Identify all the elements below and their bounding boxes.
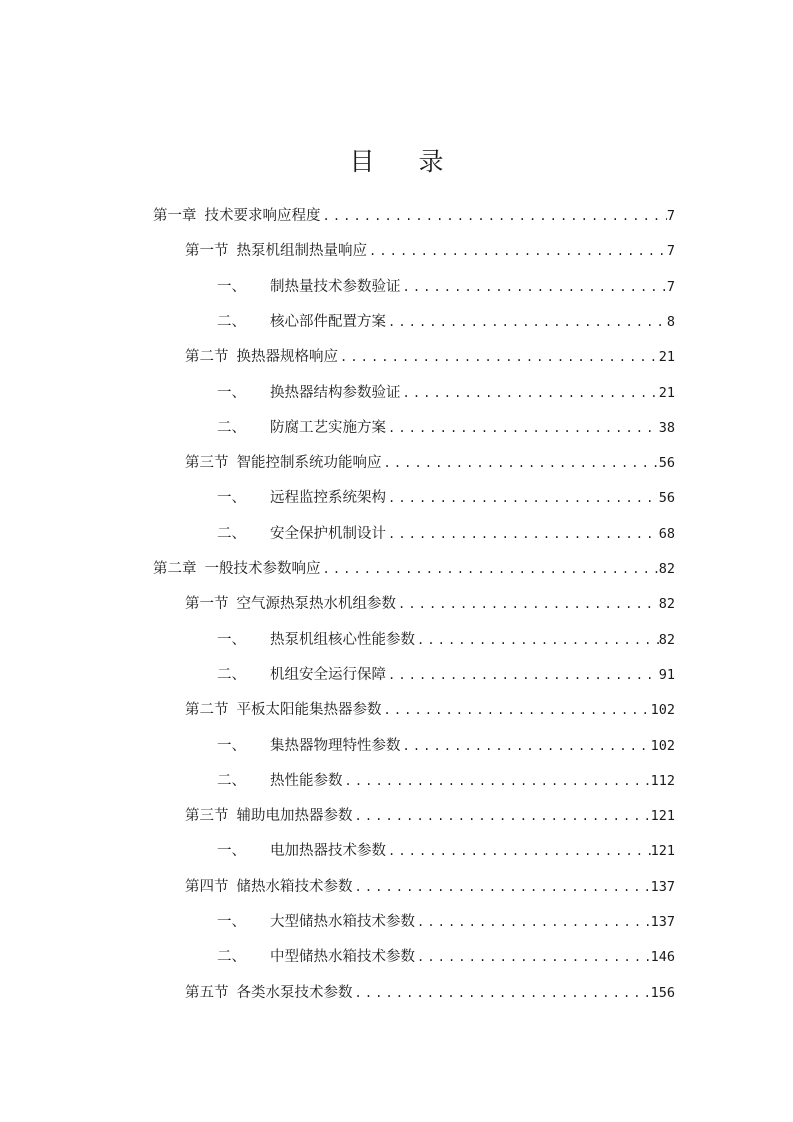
toc-entry-prefix: 第二节 (185, 702, 229, 719)
toc-entry-prefix: 二、 (217, 949, 246, 966)
toc-entry[interactable] (217, 663, 675, 687)
toc-entry-label: 安全保护机制设计 (270, 525, 386, 542)
toc-entry-label: 换热器结构参数验证 (270, 384, 401, 401)
toc-entry-page-number: 56 (658, 455, 675, 472)
toc-entry-leader (396, 592, 659, 616)
toc-entry-label: 热泵机组核心性能参数 (270, 631, 415, 648)
toc-entry-leader (386, 310, 667, 334)
toc-entry-prefix: 一、 (217, 843, 246, 860)
toc-entry-leader (401, 381, 659, 405)
toc-entry-leader (343, 769, 651, 793)
toc-entry-page-number: 21 (658, 384, 675, 401)
page-title: 目 录 (349, 147, 462, 176)
toc-entry-label: 热性能参数 (270, 772, 343, 789)
toc-entry[interactable] (217, 416, 675, 440)
toc-entry[interactable] (185, 345, 675, 369)
toc-entry-leader (401, 275, 667, 299)
toc-entry-prefix: 第一章 (153, 208, 197, 224)
toc-entry-page-number: 112 (650, 772, 675, 789)
toc-entry-page-number: 91 (658, 666, 675, 683)
toc-entry-prefix: 第五节 (185, 984, 229, 1001)
toc-entry-prefix: 第二章 (153, 561, 197, 577)
toc-entry-page-number: 156 (650, 984, 675, 1001)
toc-entry-prefix: 一、 (217, 631, 246, 648)
toc-entry-prefix: 第一节 (185, 243, 229, 260)
toc-entry[interactable] (153, 204, 675, 228)
toc-entry-leader (321, 557, 659, 581)
toc-entry-leader (353, 981, 651, 1005)
toc-entry[interactable] (153, 557, 675, 581)
toc-entry-prefix: 第四节 (185, 878, 229, 895)
toc-entry-leader (386, 839, 651, 863)
toc-entry-leader (415, 628, 659, 652)
toc-entry-prefix: 二、 (217, 772, 246, 789)
toc-entry-page-number: 121 (650, 808, 675, 825)
toc-entry-leader (386, 486, 659, 510)
toc-entry-prefix: 一、 (217, 490, 246, 507)
toc-entry-page-number: 7 (666, 243, 675, 260)
toc-entry-leader (321, 204, 667, 228)
toc-entry[interactable] (217, 275, 675, 299)
toc-entry[interactable] (217, 945, 675, 969)
toc-entry-prefix: 第三节 (185, 808, 229, 825)
toc-entry-leader (338, 345, 659, 369)
toc-entry-label: 热泵机组制热量响应 (236, 243, 367, 260)
toc-entry-label: 智能控制系统功能响应 (236, 455, 382, 472)
toc-entry-label: 辅助电加热器参数 (236, 808, 353, 825)
toc-entry-label: 远程监控系统架构 (270, 490, 386, 507)
toc-entry-label: 集热器物理特性参数 (270, 737, 401, 754)
toc-entry[interactable] (185, 981, 675, 1005)
toc-entry[interactable] (217, 769, 675, 793)
toc-entry-label: 核心部件配置方案 (270, 313, 386, 330)
toc-entry-label: 中型储热水箱技术参数 (270, 949, 415, 966)
toc-entry-leader (382, 451, 659, 475)
toc-entry-page-number: 21 (658, 349, 675, 366)
toc-entry-leader (415, 910, 651, 934)
toc-entry-page-number: 38 (658, 419, 675, 436)
toc-entry-leader (353, 875, 651, 899)
toc-entry-page-number: 146 (650, 949, 675, 966)
toc-entry-leader (415, 945, 651, 969)
toc-entry-prefix: 第二节 (185, 349, 229, 366)
toc-entry-label: 制热量技术参数验证 (270, 278, 401, 295)
toc-entry-label: 电加热器技术参数 (270, 843, 386, 860)
toc-entry-page-number: 56 (658, 490, 675, 507)
toc-entry[interactable] (217, 486, 675, 510)
toc-entry-prefix: 二、 (217, 419, 246, 436)
toc-entry-page-number: 102 (650, 737, 675, 754)
toc-entry-page-number: 7 (666, 278, 675, 295)
toc-entry-page-number: 82 (658, 596, 675, 613)
toc-entry-leader (353, 804, 651, 828)
toc-entry-prefix: 一、 (217, 737, 246, 754)
toc-entry-label: 换热器规格响应 (236, 349, 338, 366)
toc-entry-page-number: 137 (650, 914, 675, 930)
toc-entry[interactable] (217, 381, 675, 405)
toc-entry-prefix: 第一节 (185, 596, 229, 613)
toc-entry-label: 机组安全运行保障 (270, 666, 386, 683)
toc-entry-page-number: 137 (650, 878, 675, 895)
toc-entry[interactable] (185, 592, 675, 616)
toc-entry-label: 储热水箱技术参数 (236, 878, 353, 895)
toc-entry[interactable] (217, 910, 675, 934)
toc-entry[interactable] (185, 804, 675, 828)
toc-entry-label: 各类水泵技术参数 (236, 984, 353, 1001)
toc-entry-prefix: 二、 (217, 525, 246, 542)
toc-entry[interactable] (217, 839, 675, 863)
toc-entry-leader (386, 663, 659, 687)
toc-entry-leader (386, 522, 659, 546)
toc-entry-page-number: 82 (658, 631, 675, 648)
toc-entry-leader (382, 698, 651, 722)
toc-entry-label: 防腐工艺实施方案 (270, 419, 386, 436)
toc-entry-page-number: 68 (658, 525, 675, 542)
toc-entry-leader (367, 239, 667, 263)
toc-entry-page-number: 8 (666, 313, 675, 330)
toc-entry-page-number: 102 (650, 702, 675, 719)
toc-entry-prefix: 一、 (217, 384, 246, 401)
toc-entry-prefix: 一、 (217, 914, 246, 930)
toc-entry[interactable] (217, 628, 675, 652)
toc-entry[interactable] (185, 875, 675, 899)
toc-entry[interactable] (185, 451, 675, 475)
toc-entry-page-number: 7 (666, 208, 675, 224)
toc-entry-leader (401, 734, 651, 758)
toc-entry-label: 大型储热水箱技术参数 (270, 914, 415, 930)
toc-entry-page-number: 82 (658, 561, 675, 577)
toc-entry-leader (386, 416, 659, 440)
toc-entry[interactable] (217, 522, 675, 546)
toc-entry-label: 空气源热泵热水机组参数 (236, 596, 396, 613)
toc-entry-prefix: 第三节 (185, 455, 229, 472)
toc-entry[interactable] (185, 239, 675, 263)
toc-entry[interactable] (217, 310, 675, 334)
toc-entry-prefix: 二、 (217, 313, 246, 330)
toc-entry-label: 平板太阳能集热器参数 (236, 702, 382, 719)
toc-entry-prefix: 二、 (217, 666, 246, 683)
toc-entry-page-number: 121 (650, 843, 675, 860)
toc-entry[interactable] (217, 734, 675, 758)
toc-entry-label: 一般技术参数响应 (204, 561, 321, 577)
toc-entry-prefix: 一、 (217, 278, 246, 295)
toc-entry-label: 技术要求响应程度 (204, 208, 321, 224)
toc-entry[interactable] (185, 698, 675, 722)
